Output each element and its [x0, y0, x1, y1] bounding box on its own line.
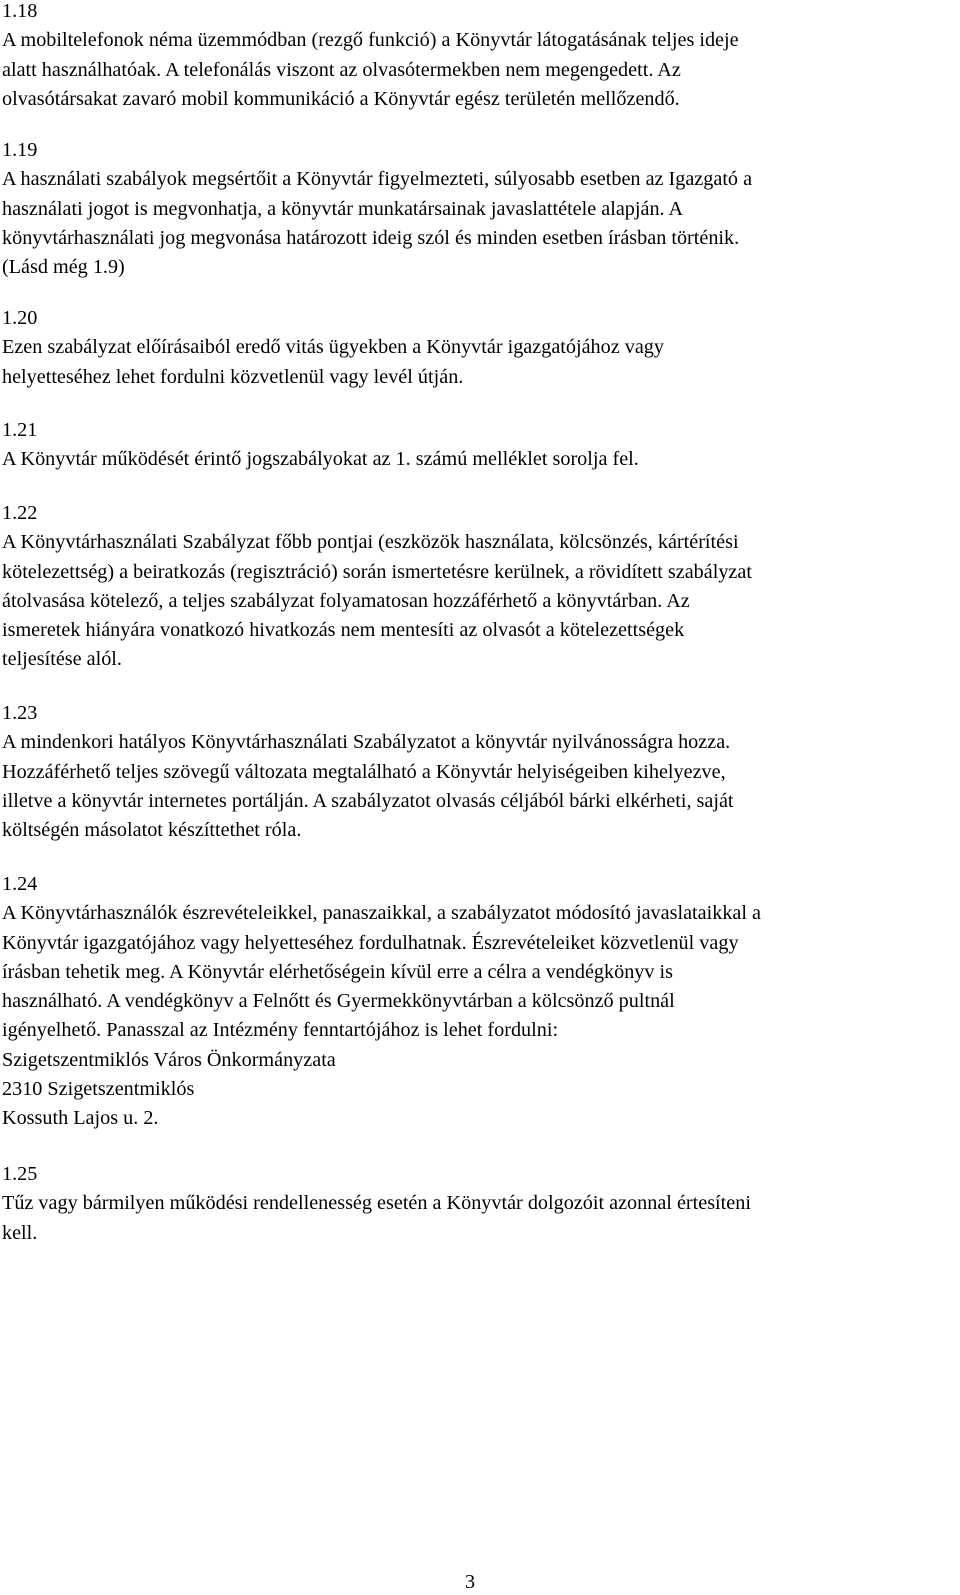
paragraph-line: teljesítése alól.	[2, 648, 122, 671]
paragraph-line: Hozzáférhető teljes szövegű változata megtalálható a Könyvtár helyiségeiben kihelyezve,	[2, 760, 726, 783]
section-number: 1.25	[2, 1163, 38, 1185]
section-1-19	[0, 136, 960, 282]
paragraph-line: alatt használhatóak. A telefonálás viszont az olvasótermekben nem megengedett. Az	[2, 58, 681, 81]
paragraph-line: Tűz vagy bármilyen működési rendellenesség esetén a Könyvtár dolgozóit azonnal értesíteni	[2, 1192, 751, 1215]
paragraph-line: A Könyvtárhasználók észrevételeikkel, panaszaikkal, a szabályzatot módosító javaslataikkal a	[2, 902, 761, 925]
paragraph-line: ismeretek hiányára vonatkozó hivatkozás nem mentesíti az olvasót a kötelezettségek	[2, 619, 685, 642]
section-number: 1.19	[2, 139, 38, 161]
section-1-22	[0, 499, 960, 675]
paragraph-line: költségén másolatot készíttethet róla.	[2, 819, 302, 842]
paragraph-line: Kossuth Lajos u. 2.	[2, 1107, 159, 1130]
paragraph-line: könyvtárhasználati jog megvonása határozott ideig szól és minden esetben írásban történik.	[2, 226, 740, 249]
paragraph-line: A Könyvtárhasználati Szabályzat főbb pontjai (eszközök használata, kölcsönzés, kártérítési	[2, 531, 739, 554]
section-1-21	[0, 416, 960, 475]
section-number: 1.22	[2, 502, 38, 524]
paragraph-line: igényelhető. Panasszal az Intézmény fenntartójához is lehet fordulni:	[2, 1019, 559, 1042]
paragraph-line: használati jogot is megvonhatja, a könyvtár munkatársainak javaslattétele alapján. A	[2, 197, 684, 220]
paragraph-line: (Lásd még 1.9)	[2, 256, 125, 279]
paragraph-line: Könyvtár igazgatójához vagy helyetteséhez fordulhatnak. Észrevételeiket közvetlenül vagy	[2, 931, 739, 954]
paragraph-line: A használati szabályok megsértőit a Könyvtár figyelmezteti, súlyosabb esetben az Igazgató a	[2, 168, 753, 191]
section-number: 1.18	[2, 0, 38, 22]
paragraph-line: A Könyvtár működését érintő jogszabályokat az 1. számú melléklet sorolja fel.	[2, 448, 639, 471]
paragraph-line: Ezen szabályzat előírásaiból eredő vitás ügyekben a Könyvtár igazgatójához vagy	[2, 336, 664, 359]
section-number: 1.24	[2, 873, 38, 895]
paragraph-line: A mobiltelefonok néma üzemmódban (rezgő funkció) a Könyvtár látogatásának teljes ideje	[2, 29, 739, 52]
paragraph-line: helyetteséhez lehet fordulni közvetlenül vagy levél útján.	[2, 365, 464, 388]
paragraph-line: kell.	[2, 1221, 38, 1244]
section-1-25	[0, 1160, 960, 1248]
paragraph-line: írásban tehetik meg. A Könyvtár elérhetőségein kívül erre a célra a vendégkönyv is	[2, 960, 673, 983]
section-1-24	[0, 870, 960, 1134]
paragraph-line: használható. A vendégkönyv a Felnőtt és Gyermekkönyvtárban a kölcsönző pultnál	[2, 990, 675, 1013]
paragraph-line: Szigetszentmiklós Város Önkormányzata	[2, 1048, 336, 1071]
page-number: 3	[465, 1571, 476, 1593]
paragraph-line: kötelezettség) a beiratkozás (regisztráció) során ismertetésre kerülnek, a rövidített szabályzat	[2, 560, 752, 583]
section-1-20	[0, 304, 960, 392]
section-1-18	[0, 0, 960, 114]
section-1-23	[0, 699, 960, 845]
paragraph-line: A mindenkori hatályos Könyvtárhasználati Szabályzatot a könyvtár nyilvánosságra hozza.	[2, 731, 731, 754]
paragraph-line: átolvasása kötelező, a teljes szabályzat folyamatosan hozzáférhető a könyvtárban. Az	[2, 589, 690, 612]
paragraph-line: olvasótársakat zavaró mobil kommunikáció a Könyvtár egész területén mellőzendő.	[2, 87, 680, 110]
section-number: 1.20	[2, 307, 38, 329]
paragraph-line: 2310 Szigetszentmiklós	[2, 1078, 195, 1101]
paragraph-line: illetve a könyvtár internetes portálján. A szabályzatot olvasás céljából bárki elkérheti, saját	[2, 789, 734, 812]
section-number: 1.23	[2, 702, 38, 724]
section-number: 1.21	[2, 419, 38, 441]
